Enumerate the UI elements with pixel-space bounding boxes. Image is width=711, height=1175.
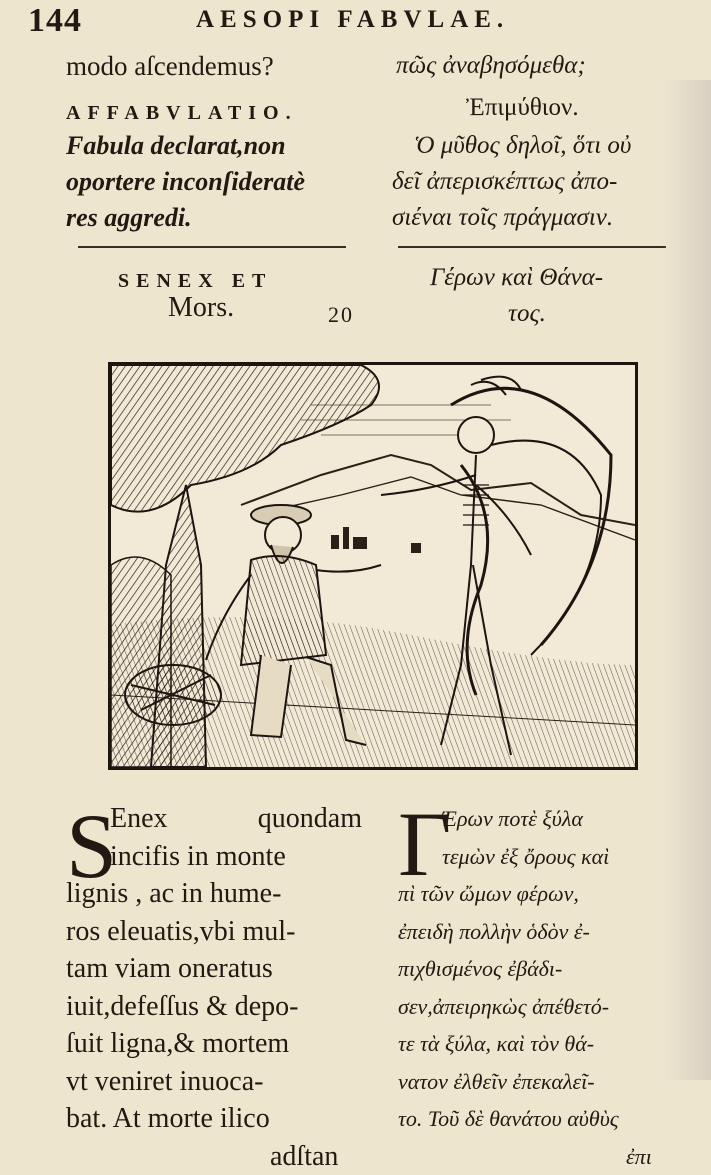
latin-body-line: ros eleuatis,vbi mul- bbox=[66, 913, 362, 951]
latin-body-line: lignis , ac in hume- bbox=[66, 875, 362, 913]
latin-body bbox=[66, 800, 362, 1175]
greek-body-line: τεμὼν ἐξ ὄρους καὶ bbox=[398, 838, 674, 876]
greek-body-line: ἐπειδὴ πολλὴν ὁδὸν ἐ- bbox=[398, 913, 674, 951]
greek-body-line: τε τὰ ξύλα, καὶ τὸν θά- bbox=[398, 1025, 674, 1063]
fable-title-greek-line-1: Γέρων καὶ Θάνα- bbox=[430, 260, 603, 296]
latin-moral-line-3: res aggredi. bbox=[66, 200, 192, 236]
latin-body-line: iuit,defeſſus & depo- bbox=[66, 988, 362, 1026]
latin-word: quondam bbox=[258, 800, 362, 838]
latin-body-line: tam viam oneratus bbox=[66, 950, 362, 988]
greek-dropcap: Γ bbox=[398, 804, 451, 884]
fable-title-latin-line-2: Mors. bbox=[168, 292, 234, 324]
greek-epimythion-heading: Ἐπιμύθιον. bbox=[466, 90, 579, 126]
fable-title-greek-line-2: τος. bbox=[508, 296, 546, 332]
latin-body-line: ſuit ligna,& mortem bbox=[66, 1025, 362, 1063]
greek-moral-line-2: δεῖ ἀπερισκέπτως ἀπο- bbox=[392, 164, 617, 200]
greek-body-line: πιχθισμένος ἐβάδι- bbox=[398, 950, 674, 988]
latin-moral-line-1: Fabula declarat,non bbox=[66, 128, 286, 164]
latin-dropcap: S bbox=[66, 806, 117, 886]
greek-moral-line-3: σιέναι τοῖς πράγμασιν. bbox=[392, 200, 613, 236]
greek-body-line: ἐπι bbox=[398, 1138, 674, 1175]
latin-body-line: bat. At morte ilico bbox=[66, 1100, 362, 1138]
greek-moral-line-1: Ὁ μῦθος δηλοῖ, ὅτι οὐ bbox=[414, 128, 631, 164]
woodcut-illustration bbox=[108, 362, 638, 770]
left-rule bbox=[78, 246, 346, 248]
page-edge-shadow bbox=[662, 80, 711, 1080]
running-title: AESOPI FABVLAE. bbox=[196, 6, 509, 34]
greek-body-line: Έρων ποτὲ ξύλα bbox=[398, 800, 674, 838]
greek-body-line: νατον ἐλθεῖν ἐπεκαλεῖ- bbox=[398, 1063, 674, 1101]
right-rule bbox=[398, 246, 666, 248]
latin-body-line: vt veniret inuoca- bbox=[66, 1063, 362, 1101]
latin-body-line: adſtan bbox=[66, 1138, 362, 1175]
greek-body-line: το. Τοῦ δὲ θανάτου αὐθὺς bbox=[398, 1100, 674, 1138]
latin-affabulatio-heading: AFFABVLATIO. bbox=[66, 95, 298, 131]
latin-word: Enex bbox=[110, 800, 168, 838]
fable-title-latin-line-1: SENEX ET bbox=[118, 270, 272, 293]
greek-body-line: σεν,ἀπειρηκὼς ἀπέθετό- bbox=[398, 988, 674, 1026]
woodcut-drawing bbox=[111, 365, 635, 767]
greek-top-line-1: πῶς ἀναβησόμεθα; bbox=[396, 48, 586, 84]
greek-body bbox=[398, 800, 674, 1175]
page-number: 144 bbox=[28, 2, 82, 40]
latin-moral-line-2: oportere inconſideratè bbox=[66, 164, 305, 200]
latin-body-line: incifis in monte bbox=[66, 838, 362, 876]
greek-body-line: πὶ τῶν ὤμων φέρων, bbox=[398, 875, 674, 913]
fable-number: 20 bbox=[328, 302, 354, 328]
latin-top-line-1: modo aſcendemus? bbox=[66, 48, 274, 84]
